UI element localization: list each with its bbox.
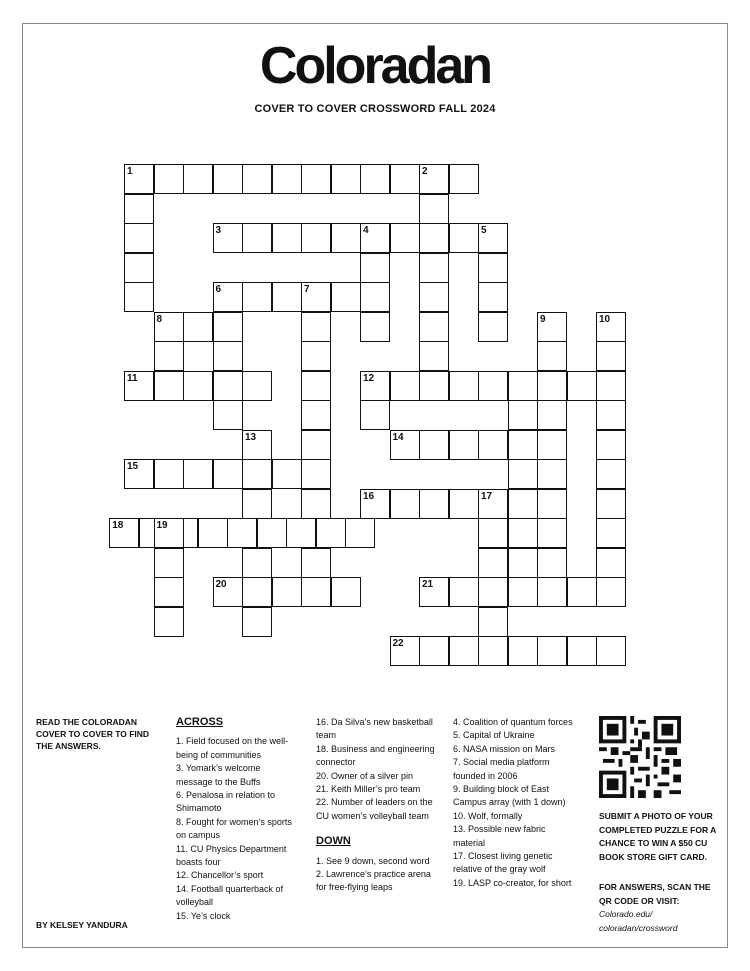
crossword-cell[interactable] bbox=[183, 164, 213, 194]
crossword-cell[interactable] bbox=[390, 430, 420, 460]
crossword-cell[interactable] bbox=[301, 312, 331, 342]
crossword-cell[interactable] bbox=[301, 400, 331, 430]
crossword-cell[interactable] bbox=[419, 430, 449, 460]
crossword-cell[interactable] bbox=[596, 341, 626, 371]
clue-number: 14 bbox=[392, 431, 404, 443]
crossword-cell[interactable] bbox=[567, 636, 597, 666]
page-title: COVER TO COVER CROSSWORD FALL 2024 bbox=[254, 103, 496, 115]
crossword-cell[interactable] bbox=[154, 164, 184, 194]
clues-column-1 bbox=[176, 716, 294, 923]
crossword-cell[interactable] bbox=[537, 489, 567, 519]
crossword-cell[interactable] bbox=[154, 607, 184, 637]
crossword-cell[interactable] bbox=[154, 518, 184, 548]
clue: 2. Lawrence’s practice arena for free-flying leaps bbox=[316, 869, 431, 893]
clue-number: 9 bbox=[540, 313, 546, 325]
crossword-cell[interactable] bbox=[242, 489, 272, 519]
crossword-cell[interactable] bbox=[508, 371, 538, 401]
clue-number: 15 bbox=[127, 461, 139, 472]
crossword-cell[interactable] bbox=[242, 282, 272, 312]
crossword-cell[interactable] bbox=[419, 282, 449, 312]
crossword-cell[interactable] bbox=[478, 371, 508, 401]
clue-number: 11 bbox=[127, 372, 138, 384]
crossword-cell[interactable] bbox=[419, 194, 449, 224]
crossword-cell[interactable] bbox=[596, 548, 626, 578]
crossword-cell[interactable] bbox=[301, 548, 331, 578]
crossword-cell[interactable] bbox=[449, 223, 479, 253]
crossword-cell[interactable] bbox=[198, 518, 228, 548]
crossword-cell[interactable] bbox=[301, 577, 331, 607]
crossword-cell[interactable] bbox=[419, 341, 449, 371]
crossword-cell[interactable] bbox=[213, 577, 243, 607]
crossword-cell[interactable] bbox=[508, 459, 538, 489]
clue: 14. Football quarterback of volleyball bbox=[176, 883, 284, 908]
crossword-cell[interactable] bbox=[596, 371, 626, 401]
crossword-cell[interactable] bbox=[272, 459, 302, 489]
crossword-cell[interactable] bbox=[478, 577, 508, 607]
crossword-cell[interactable] bbox=[596, 518, 626, 548]
crossword-cell[interactable] bbox=[419, 577, 449, 607]
clues-column-3 bbox=[453, 716, 573, 890]
crossword-cell[interactable] bbox=[360, 312, 390, 342]
down-heading: DOWN bbox=[316, 835, 351, 848]
clue: 8. Fought for women’s sports on campus bbox=[176, 816, 292, 841]
crossword-cell[interactable] bbox=[390, 489, 420, 519]
crossword-cell[interactable] bbox=[213, 341, 243, 371]
crossword-cell[interactable] bbox=[508, 489, 538, 519]
crossword-cell[interactable] bbox=[331, 577, 361, 607]
crossword-cell[interactable] bbox=[272, 282, 302, 312]
clue: 13. Possible new fabric material bbox=[453, 824, 546, 848]
crossword-cell[interactable] bbox=[213, 164, 243, 194]
crossword-cell[interactable] bbox=[449, 489, 479, 519]
crossword-cell[interactable] bbox=[596, 430, 626, 460]
crossword-cell[interactable] bbox=[272, 577, 302, 607]
crossword-cell[interactable] bbox=[596, 312, 626, 342]
clue-number: 19 bbox=[156, 520, 168, 531]
clue-number: 8 bbox=[156, 313, 163, 325]
crossword-cell[interactable] bbox=[360, 164, 390, 194]
across-heading: ACROSS bbox=[176, 716, 224, 728]
crossword-cell[interactable] bbox=[286, 518, 316, 548]
crossword-cell[interactable] bbox=[537, 371, 567, 401]
crossword-cell[interactable] bbox=[596, 577, 626, 607]
crossword-cell[interactable] bbox=[508, 548, 538, 578]
clue-number: 18 bbox=[112, 520, 124, 531]
clue: 11. CU Physics Department boasts four bbox=[176, 843, 287, 868]
clue-number: 4 bbox=[363, 225, 369, 236]
clue: 10. Wolf, formally bbox=[453, 810, 523, 821]
clue: 3. Yomark’s welcome message to the Buffs bbox=[176, 763, 261, 787]
crossword-cell[interactable] bbox=[242, 577, 272, 607]
crossword-cell[interactable] bbox=[419, 164, 449, 194]
crossword-cell[interactable] bbox=[213, 371, 243, 401]
crossword-cell[interactable] bbox=[213, 459, 243, 489]
crossword-cell[interactable] bbox=[242, 430, 272, 460]
crossword-cell[interactable] bbox=[478, 253, 508, 283]
crossword-cell[interactable] bbox=[242, 548, 272, 578]
crossword-cell[interactable] bbox=[537, 518, 567, 548]
crossword-cell[interactable] bbox=[242, 607, 272, 637]
clue-number: 12 bbox=[363, 372, 375, 384]
clue: 4. Coalition of quantum forces bbox=[453, 717, 573, 727]
clue: 19. LASP co-creator, for short bbox=[453, 877, 572, 888]
crossword-cell[interactable] bbox=[537, 636, 567, 666]
crossword-cell[interactable] bbox=[242, 371, 272, 401]
clue-number: 17 bbox=[481, 490, 493, 502]
crossword-cell[interactable] bbox=[449, 430, 479, 460]
crossword-cell[interactable] bbox=[124, 164, 154, 194]
clue-number: 5 bbox=[481, 225, 487, 236]
clue: 12. Chancellor’s sport bbox=[176, 870, 264, 881]
crossword-cell[interactable] bbox=[390, 636, 420, 666]
qr-code-icon[interactable] bbox=[599, 716, 681, 798]
crossword-cell[interactable] bbox=[124, 223, 154, 253]
crossword-cell[interactable] bbox=[360, 489, 390, 519]
crossword-cell[interactable] bbox=[419, 223, 449, 253]
crossword-cell[interactable] bbox=[390, 371, 420, 401]
crossword-cell[interactable] bbox=[213, 312, 243, 342]
crossword-cell[interactable] bbox=[567, 371, 597, 401]
crossword-cell[interactable] bbox=[508, 577, 538, 607]
crossword-cell[interactable] bbox=[272, 223, 302, 253]
crossword-cell[interactable] bbox=[154, 312, 184, 342]
clue-number: 21 bbox=[422, 579, 434, 590]
crossword-cell[interactable] bbox=[331, 223, 361, 253]
crossword-cell[interactable] bbox=[478, 312, 508, 342]
crossword-cell[interactable] bbox=[478, 548, 508, 578]
crossword-cell[interactable] bbox=[301, 430, 331, 460]
answers-link[interactable]: Colorado.edu/ bbox=[599, 909, 653, 919]
clue: 21. Keith Miller’s pro team bbox=[316, 784, 421, 795]
crossword-cell[interactable] bbox=[478, 489, 508, 519]
clue-number: 20 bbox=[215, 579, 227, 590]
crossword-cell[interactable] bbox=[301, 489, 331, 519]
crossword-cell[interactable] bbox=[301, 223, 331, 253]
crossword-cell[interactable] bbox=[272, 164, 302, 194]
crossword-cell[interactable] bbox=[596, 459, 626, 489]
crossword-cell[interactable] bbox=[242, 459, 272, 489]
clue: 18. Business and engineering connector bbox=[316, 743, 435, 768]
crossword-cell[interactable] bbox=[331, 282, 361, 312]
clue-number: 10 bbox=[599, 313, 611, 325]
crossword-cell[interactable] bbox=[316, 518, 346, 548]
crossword-cell[interactable] bbox=[596, 400, 626, 430]
crossword-cell[interactable] bbox=[301, 164, 331, 194]
crossword-cell[interactable] bbox=[183, 371, 213, 401]
crossword-cell[interactable] bbox=[360, 253, 390, 283]
clue-number: 7 bbox=[304, 284, 310, 295]
crossword-cell[interactable] bbox=[124, 282, 154, 312]
crossword-cell[interactable] bbox=[154, 341, 184, 371]
clue: 15. Ye’s clock bbox=[176, 910, 231, 921]
clues-column-2 bbox=[316, 716, 436, 895]
clue: 7. Social media platform founded in 2006 bbox=[453, 757, 550, 781]
crossword-cell[interactable] bbox=[301, 371, 331, 401]
crossword-cell[interactable] bbox=[508, 400, 538, 430]
byline: BY KELSEY YANDURA bbox=[36, 920, 128, 930]
crossword-cell[interactable] bbox=[449, 636, 479, 666]
crossword-cell[interactable] bbox=[419, 489, 449, 519]
clue-number: 1 bbox=[127, 166, 133, 177]
crossword-cell[interactable] bbox=[213, 400, 243, 430]
clue-number: 16 bbox=[363, 490, 375, 502]
clue-number: 13 bbox=[245, 431, 257, 443]
crossword-cell[interactable] bbox=[537, 312, 567, 342]
crossword-cell[interactable] bbox=[301, 459, 331, 489]
crossword-cell[interactable] bbox=[301, 282, 331, 312]
crossword-cell[interactable] bbox=[124, 371, 154, 401]
crossword-cell[interactable] bbox=[537, 548, 567, 578]
crossword-cell[interactable] bbox=[242, 164, 272, 194]
crossword-cell[interactable] bbox=[301, 341, 331, 371]
crossword-cell[interactable] bbox=[183, 312, 213, 342]
clue-number: 6 bbox=[215, 284, 222, 295]
crossword-cell[interactable] bbox=[390, 223, 420, 253]
clue: 1. See 9 down, second word bbox=[316, 855, 430, 866]
crossword-cell[interactable] bbox=[537, 430, 567, 460]
crossword-cell[interactable] bbox=[596, 489, 626, 519]
crossword-cell[interactable] bbox=[227, 518, 257, 548]
crossword-cell[interactable] bbox=[360, 371, 390, 401]
crossword-cell[interactable] bbox=[419, 636, 449, 666]
crossword-cell[interactable] bbox=[449, 577, 479, 607]
crossword-cell[interactable] bbox=[449, 371, 479, 401]
crossword-cell[interactable] bbox=[508, 430, 538, 460]
crossword-cell[interactable] bbox=[478, 518, 508, 548]
clue-number: 3 bbox=[215, 225, 222, 236]
crossword-cell[interactable] bbox=[508, 518, 538, 548]
crossword-cell[interactable] bbox=[419, 371, 449, 401]
crossword-cell[interactable] bbox=[242, 223, 272, 253]
crossword-cell[interactable] bbox=[449, 164, 479, 194]
crossword-cell[interactable] bbox=[478, 223, 508, 253]
crossword-cell[interactable] bbox=[567, 577, 597, 607]
clue: 1. Field focused on the well-being of communities bbox=[176, 736, 289, 760]
crossword-cell[interactable] bbox=[257, 518, 287, 548]
crossword-cell[interactable] bbox=[124, 253, 154, 283]
crossword-cell[interactable] bbox=[154, 371, 184, 401]
clue-number: 22 bbox=[392, 638, 404, 649]
clue: 16. Da Silva’s new basketball team bbox=[316, 717, 433, 741]
crossword-cell[interactable] bbox=[478, 282, 508, 312]
crossword-cell[interactable] bbox=[183, 459, 213, 489]
clue-number: 2 bbox=[422, 166, 428, 177]
crossword-cell[interactable] bbox=[213, 223, 243, 253]
crossword-cell[interactable] bbox=[478, 607, 508, 637]
crossword-cell[interactable] bbox=[537, 400, 567, 430]
crossword-cell[interactable] bbox=[154, 459, 184, 489]
crossword-cell[interactable] bbox=[478, 430, 508, 460]
crossword-cell[interactable] bbox=[360, 282, 390, 312]
clue: 5. Capital of Ukraine bbox=[453, 730, 535, 741]
crossword-cell[interactable] bbox=[213, 282, 243, 312]
clue: 9. Building block of East Campus array (with 1 down) bbox=[453, 784, 566, 808]
answers-lead: FOR ANSWERS, SCAN THE QR CODE OR VISIT: bbox=[599, 882, 711, 906]
crossword-cell[interactable] bbox=[360, 223, 390, 253]
crossword-cell[interactable] bbox=[508, 636, 538, 666]
clue: 6. NASA mission on Mars bbox=[453, 743, 556, 754]
crossword-cell[interactable] bbox=[537, 341, 567, 371]
clue: 22. Number of leaders on the CU women’s volleyball team bbox=[316, 797, 433, 821]
crossword-cell[interactable] bbox=[331, 164, 361, 194]
crossword-cell[interactable] bbox=[154, 548, 184, 578]
crossword-cell[interactable] bbox=[360, 400, 390, 430]
crossword-cell[interactable] bbox=[596, 636, 626, 666]
crossword-cell[interactable] bbox=[124, 194, 154, 224]
crossword-cell[interactable] bbox=[345, 518, 375, 548]
crossword-cell[interactable] bbox=[537, 459, 567, 489]
crossword-cell[interactable] bbox=[478, 636, 508, 666]
crossword-cell[interactable] bbox=[109, 518, 139, 548]
crossword-cell[interactable] bbox=[419, 253, 449, 283]
crossword-cell[interactable] bbox=[419, 312, 449, 342]
crossword-cell[interactable] bbox=[124, 459, 154, 489]
crossword-cell[interactable] bbox=[154, 577, 184, 607]
crossword-cell[interactable] bbox=[537, 577, 567, 607]
masthead: Coloradan bbox=[259, 37, 491, 95]
intro-text: READ THE COLORADAN COVER TO COVER TO FIND THE ANSWERS. bbox=[36, 717, 150, 751]
submit-notice: SUBMIT A PHOTO OF YOUR COMPLETED PUZZLE FOR A CHANCE TO WIN A $50 CU BOOK STORE GIFT CARD. bbox=[599, 811, 716, 862]
answers-info bbox=[599, 881, 719, 935]
clue: 6. Penalosa in relation to Shimamoto bbox=[176, 790, 276, 814]
clue: 17. Closest living genetic relative of the gray wolf bbox=[453, 851, 553, 875]
answers-link[interactable]: coloradan/crossword bbox=[599, 922, 678, 933]
crossword-cell[interactable] bbox=[390, 164, 420, 194]
clue: 20. Owner of a silver pin bbox=[316, 770, 414, 781]
